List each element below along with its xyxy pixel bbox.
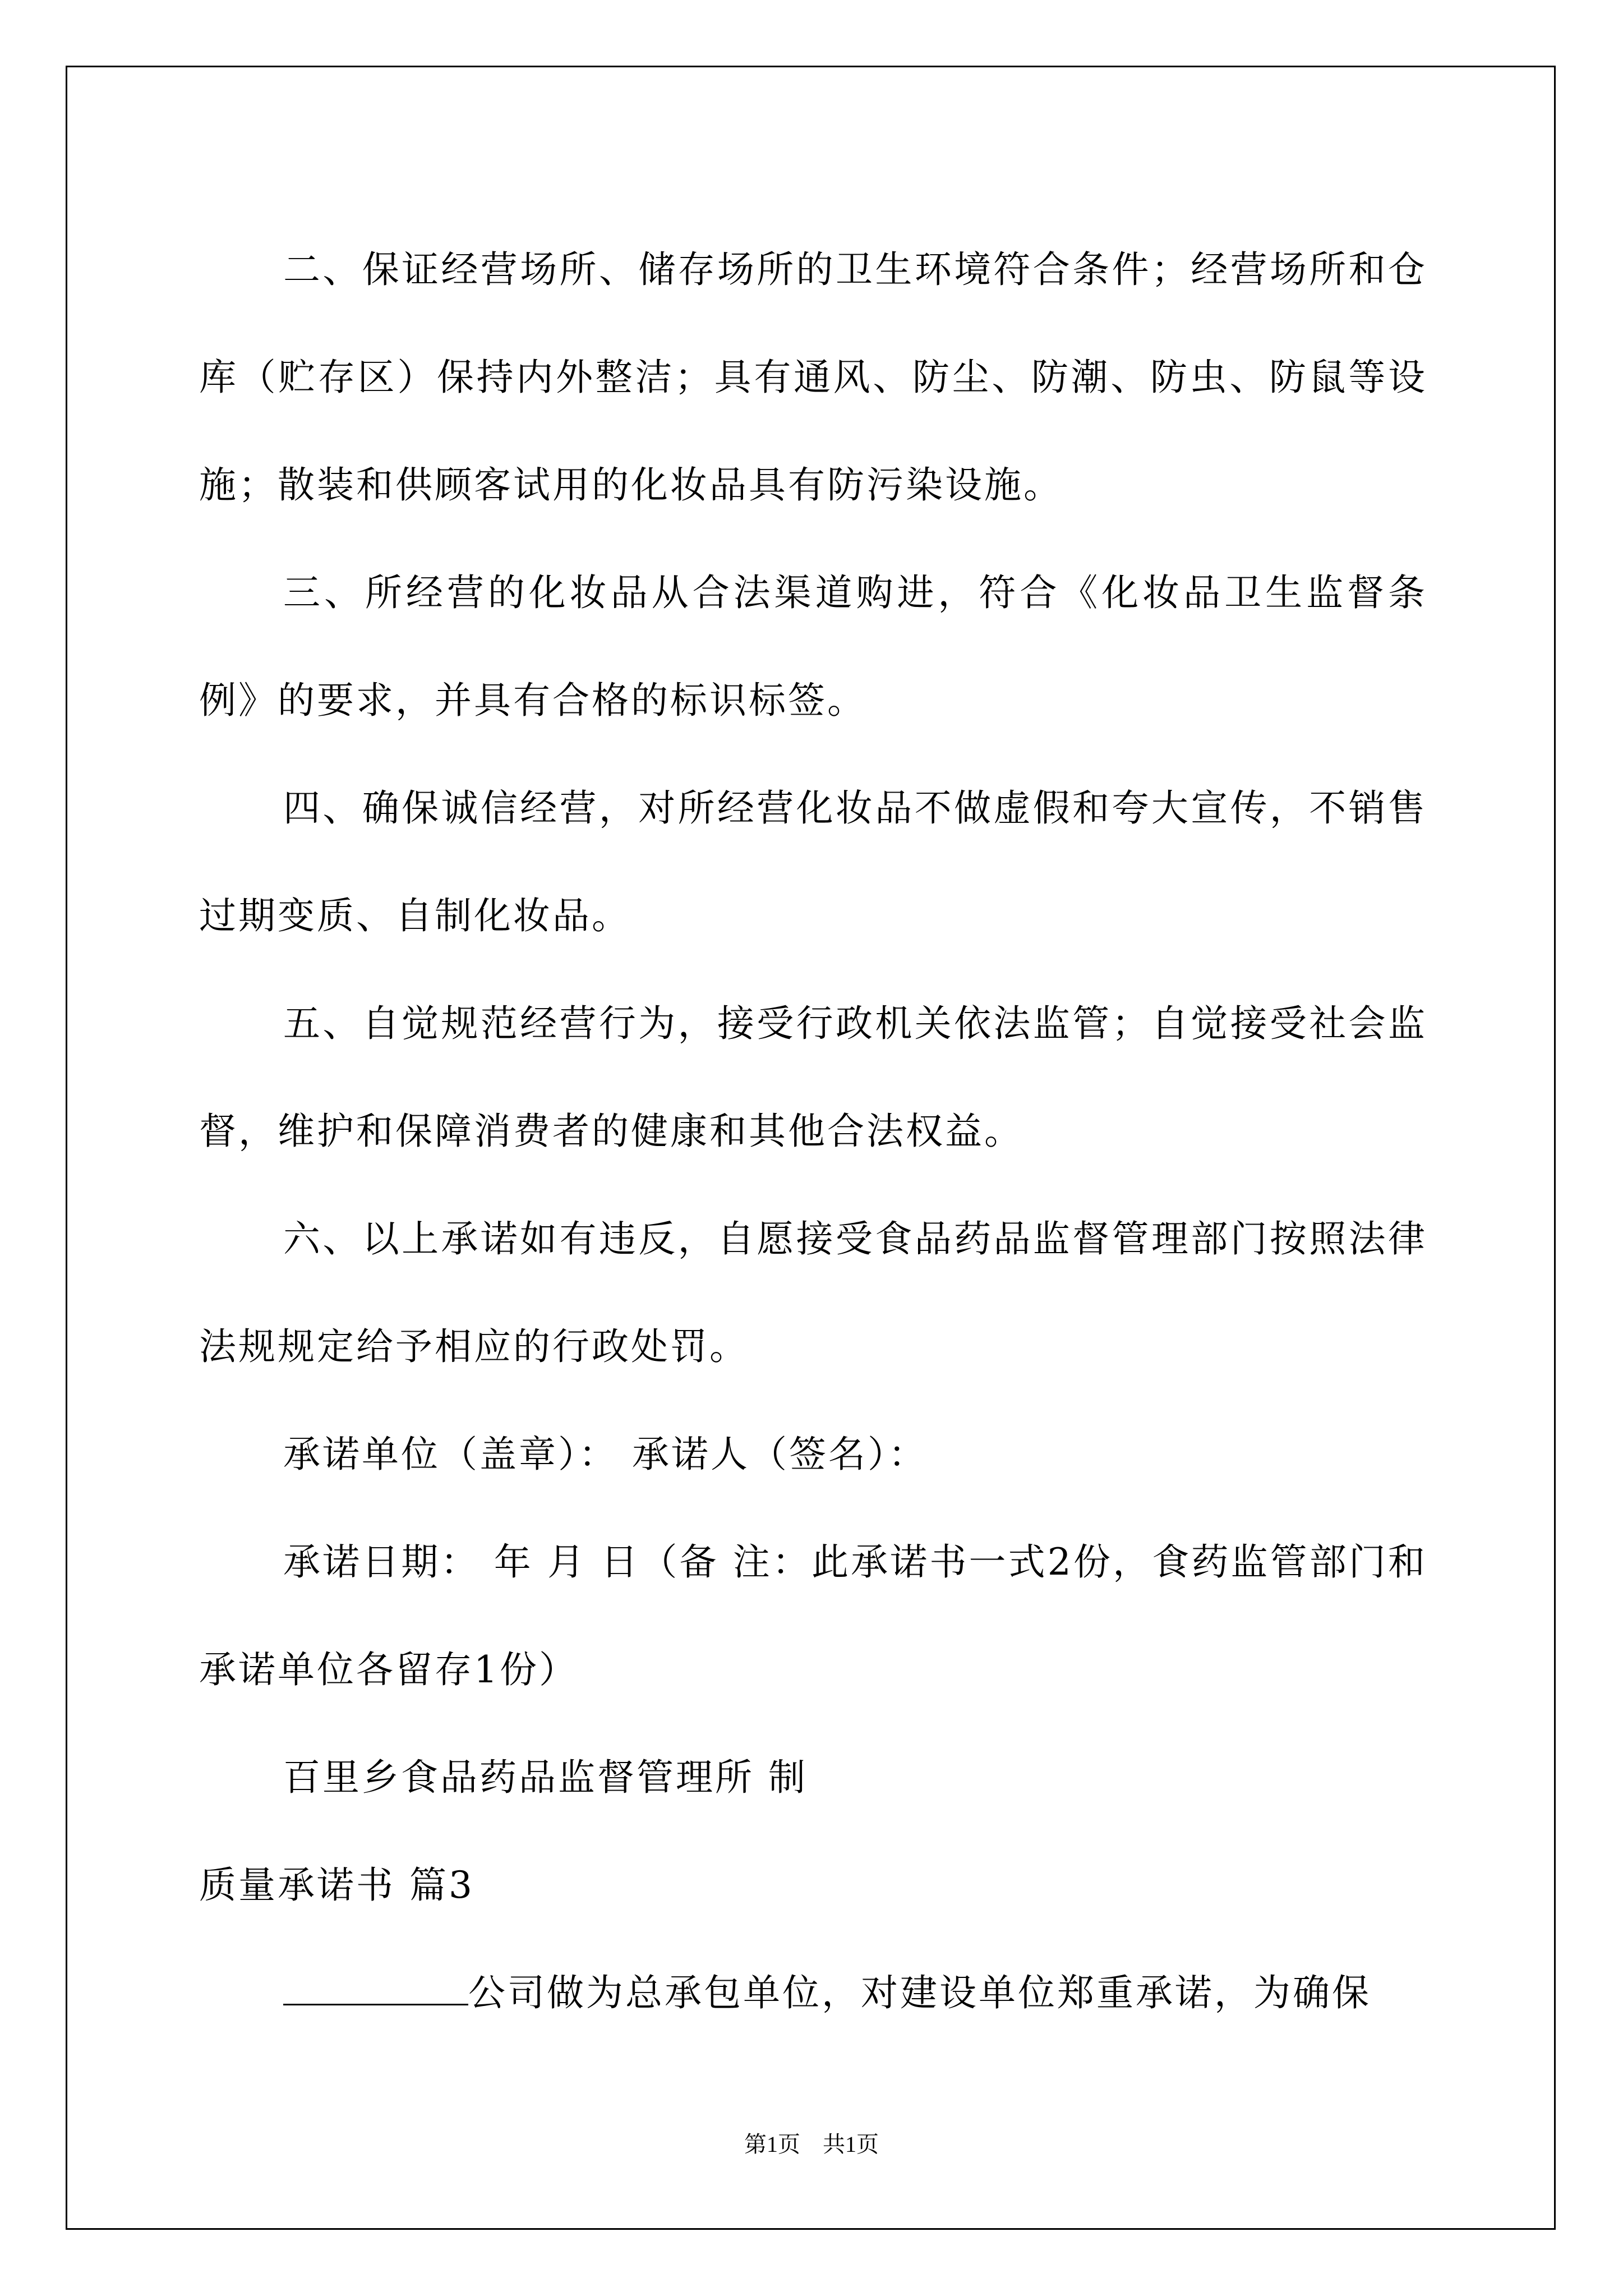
paragraph-item-5: 五、自觉规范经营行为，接受行政机关依法监管；自觉接受社会监督，维护和保障消费者的健康和其他合法权益。 <box>199 1002 1427 1153</box>
last-paragraph-text: 公司做为总承包单位，对建设单位郑重承诺，为确保 <box>468 1971 1371 2014</box>
paragraph-item-6: 六、以上承诺如有违反，自愿接受食品药品监督管理部门按照法律法规规定给予相应的行政处罚。 <box>199 1217 1427 1368</box>
page-footer <box>0 2131 1623 2159</box>
paragraph-item-2: 二、保证经营场所、储存场所的卫生环境符合条件；经营场所和仓库（贮存区）保持内外整洁；具有通风、防尘、防潮、防虫、防鼠等设施；散装和供顾客试用的化妆品具有防污染设施。 <box>199 248 1427 507</box>
page-number-total: 共1页 <box>823 2132 879 2157</box>
signature-line: 承诺单位（盖章）： 承诺人（签名）： <box>283 1433 928 1476</box>
last-paragraph <box>199 1939 1427 2047</box>
issuer-line: 百里乡食品药品监督管理所 制 <box>283 1756 808 1799</box>
section-heading: 质量承诺书 篇3 <box>199 1864 474 1907</box>
date-note-line: 承诺日期： 年 月 日（备 注：此承诺书一式2份，食药监管部门和承诺单位各留存1份） <box>199 1540 1427 1691</box>
paragraph-item-3: 三、所经营的化妆品从合法渠道购进，符合《化妆品卫生监督条例》的要求，并具有合格的标识标签。 <box>199 571 1427 722</box>
fill-in-blank <box>283 1971 468 2005</box>
document-body <box>199 216 1427 2047</box>
page-number-current: 第1页 <box>744 2132 800 2157</box>
paragraph-item-4: 四、确保诚信经营，对所经营化妆品不做虚假和夸大宣传，不销售过期变质、自制化妆品。 <box>199 786 1427 937</box>
